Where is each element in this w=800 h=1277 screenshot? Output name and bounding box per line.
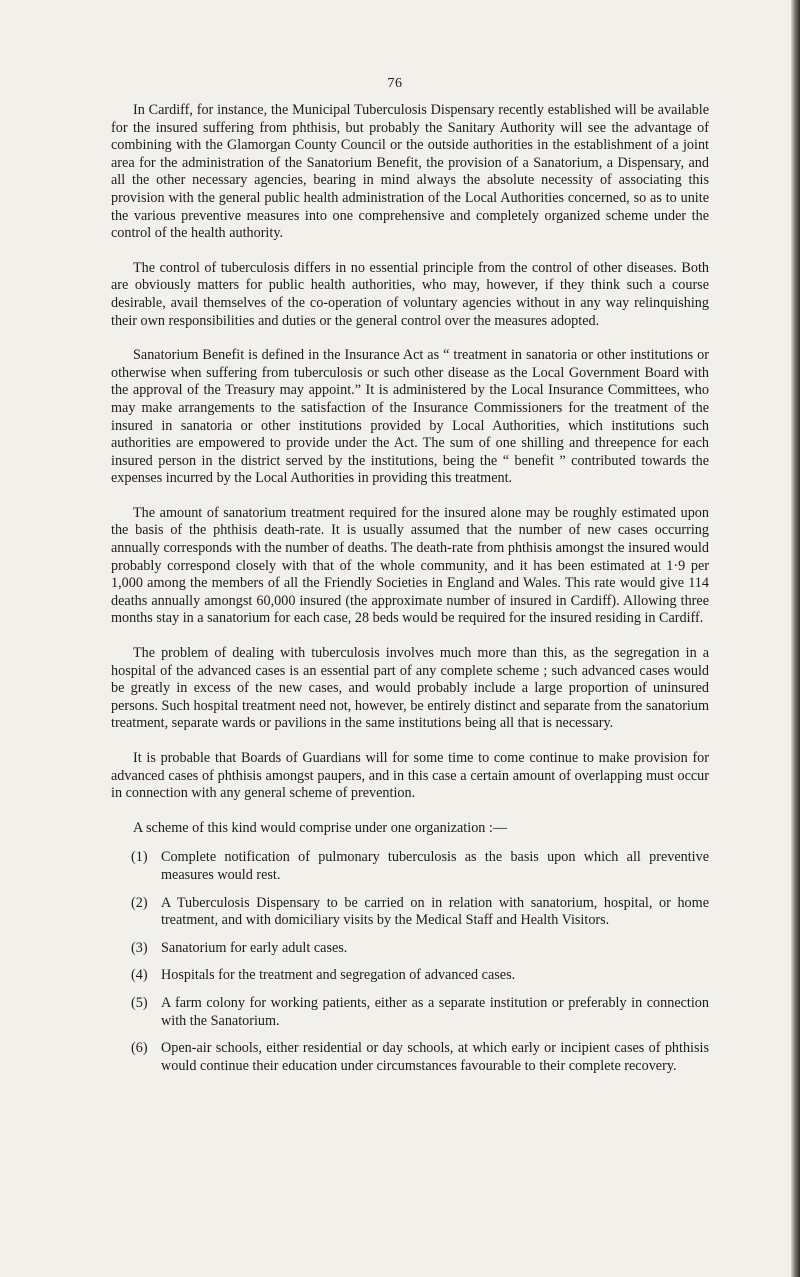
- list-item-number: (3): [131, 939, 148, 956]
- list-item-number: (6): [131, 1040, 148, 1057]
- paragraph-cardiff-dispensary: In Cardiff, for instance, the Municipal Tuberculosis Dispensary recently established will be available for the insured suffering from phthisis, but probably the Sanitary Authority will see the advantage of combining with the Glamorgan County Council or the outside authorities in the establishment of a joint area for the administration of the Sanatorium Benefit, the provision of a Sanatorium, a Dispensary, and all the other necessary agencies, bearing in mind always the absolute necessity of associating this provision with the general public health administration of the Local Authorities concerned, so as to unite the various preventive measures into one comprehensive and completely organized scheme under the control of the health authority.: [111, 102, 709, 242]
- list-item-number: (5): [131, 994, 148, 1011]
- list-item-text: Sanatorium for early adult cases.: [161, 939, 348, 956]
- list-item: [111, 1040, 709, 1075]
- paragraph-scheme-intro: A scheme of this kind would comprise under one organization :—: [133, 819, 508, 836]
- paragraph-sanatorium-benefit: Sanatorium Benefit is defined in the Insurance Act as “ treatment in sanatoria or other institutions or otherwise when suffering from tuberculosis or such other disease as the Local Government Board with the approval of the Treasury may appoint.” It is administered by the Local Insurance Committees, who may make arrangements to the satisfaction of the Insurance Commissioners for the treatment of the insured in sanatoria or other institutions provided by Local Authorities, which institutions such authorities are empowered to provide under the Act. The sum of one shilling and threepence for each insured person in the district served by the institutions, being the “ benefit ” contributed towards the expenses incurred by the Local Authorities in providing this treatment.: [111, 347, 709, 487]
- paragraph-amount-of-treatment: The amount of sanatorium treatment required for the insured alone may be roughly estimated upon the basis of the phthisis death-rate. It is usually assumed that the number of new cases occurring annually corresponds with the number of deaths. The death-rate from phthisis amongst the insured would probably correspond closely with that of the whole community, and it has been estimated at 1·9 per 1,000 among the members of all the Friendly Societies in England and Wales. This rate would give 114 deaths annually amongst 60,000 insured (the approximate number of insured in Cardiff). Allowing three months stay in a sanatorium for each case, 28 beds would be required for the insured residing in Cardiff.: [111, 504, 709, 627]
- list-item-text: A Tuberculosis Dispensary to be carried on in relation with sanatorium, hospital, or home treatment, and with domiciliary visits by the Medical Staff and Health Visitors.: [161, 894, 709, 929]
- page-binding-edge: [791, 0, 800, 1277]
- list-item: [111, 995, 709, 1030]
- list-item-text: Open-air schools, either residential or day schools, at which early or incipient cases of phthisis would continue their education under circumstances favourable to their complete recovery.: [161, 1040, 709, 1074]
- page-number: 76: [387, 76, 403, 91]
- list-item-number: (2): [131, 894, 148, 911]
- list-item-text: Hospitals for the treatment and segregation of advanced cases.: [161, 967, 516, 984]
- list-item: [111, 940, 709, 958]
- list-item: [111, 967, 709, 985]
- list-item-text: A farm colony for working patients, either as a separate institution or preferably in connection with the Sanatorium.: [161, 994, 709, 1029]
- scheme-list: [111, 849, 709, 1075]
- list-item: [111, 849, 709, 884]
- list-item-text: Complete notification of pulmonary tuberculosis as the basis upon which all preventive measures would rest.: [161, 849, 709, 883]
- list-item-number: (4): [131, 967, 148, 984]
- body-text: [111, 102, 709, 1085]
- paragraph-boards-of-guardians: It is probable that Boards of Guardians will for some time to come continue to make provision for advanced cases of phthisis amongst paupers, and in this case a certain amount of overlapping must occur in connection with any general scheme of prevention.: [111, 750, 709, 802]
- list-item-number: (1): [131, 849, 148, 866]
- paragraph-control-of-tuberculosis: The control of tuberculosis differs in no essential principle from the control of other diseases. Both are obviously matters for public health authorities, who may, however, if they think such a course desirable, avail themselves of the co-operation of voluntary agencies without in any way relinquishing their own responsibilities and duties or the general control over the measures adopted.: [111, 259, 709, 329]
- paragraph-segregation-problem: The problem of dealing with tuberculosis involves much more than this, as the segregation in a hospital of the advanced cases is an essential part of any complete scheme ; such advanced cases would be greatly in excess of the new cases, and would probably include a large proportion of uninsured persons. Such hospital treatment need not, however, be entirely distinct and separate from the sanatorium treatment, separate wards or pavilions in the same institutions being all that is necessary.: [111, 645, 709, 732]
- list-item: [111, 895, 709, 930]
